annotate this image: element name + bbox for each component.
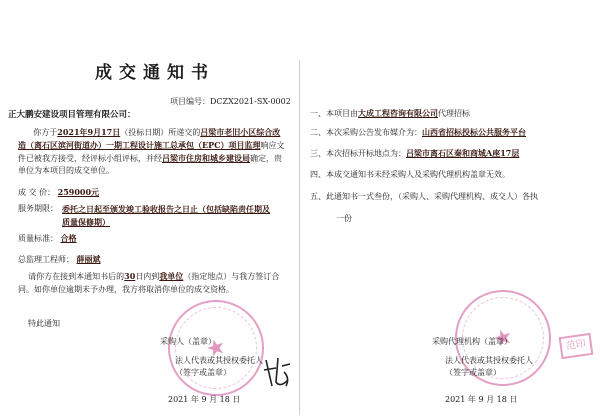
right-item-1 xyxy=(310,108,470,119)
quality-row xyxy=(18,233,77,244)
media-name: 山西省招标投标公共服务平台 xyxy=(422,127,526,137)
right-item-4: 四、本成交通知书未经采购人及采购代理机构盖章无效。 xyxy=(310,170,510,179)
body-text: 响应文件已被我方接受，经评标小组评标，并经 xyxy=(18,141,285,163)
supervisor-label: 总监理工程师： xyxy=(18,255,74,264)
seal-star-icon: ★ xyxy=(202,333,230,363)
amount-row xyxy=(18,187,99,198)
notice-body xyxy=(18,126,286,177)
page-title: 成交通知书 xyxy=(95,63,215,83)
item-text: 二、本次采购公告发布媒介为： xyxy=(310,128,422,137)
supervisor-row xyxy=(18,254,101,265)
square-seal: 范印 xyxy=(559,333,594,359)
seal-ring xyxy=(164,296,267,399)
instruction-location: 我单位 xyxy=(159,271,184,281)
agent-seal-label: 采购代理机构（盖章） xyxy=(432,337,512,346)
buyer-seal xyxy=(156,288,277,409)
service-label: 服务期限： xyxy=(18,204,58,213)
instruction-text: 日内到 xyxy=(135,272,160,281)
right-item-5: 五、此通知书一式叁份，（采购人、采购代理机构、成交人）各执 xyxy=(310,192,538,201)
quality-value: 合格 xyxy=(60,233,77,243)
body-text: 确定，贵单位为本项目的成交单位。 xyxy=(18,154,282,175)
item-text: 三、本次招标开标地点为： xyxy=(310,149,406,158)
project-number xyxy=(170,96,291,107)
recipient: 正大鹏安建设项目管理有限公司： xyxy=(8,110,136,120)
instruction-text: 请你方在接到本通知书后的 xyxy=(28,272,125,281)
venue-name: 吕梁市离石区秦和商城A座17层 xyxy=(406,148,520,158)
handwritten-signature xyxy=(262,352,294,392)
date-right: 2021 年 9 月 18 日 xyxy=(445,395,518,404)
right-item-5-cont: 一份 xyxy=(336,214,352,223)
date-left: 2021 年 9 月 18 日 xyxy=(168,395,241,404)
quality-label: 质量标准： xyxy=(18,234,58,243)
sign-seal-label: （签字或盖章） xyxy=(175,368,231,377)
item-text: 代理招标 xyxy=(438,109,470,118)
item-text: 一、本项目由 xyxy=(310,109,358,118)
right-item-3 xyxy=(310,148,519,159)
service-period-value: 委托之日起至颁发竣工验收报告之日止（包括缺陷责任期及质量保修期） xyxy=(62,204,270,227)
agent-name: 大成工程咨询有限公司 xyxy=(358,108,438,118)
purchaser-label: 采购人（盖章） xyxy=(160,337,216,346)
column-divider xyxy=(299,60,300,415)
bid-date: 2021年9月17日 xyxy=(57,127,121,137)
instruction xyxy=(18,270,288,296)
legal-rep-label-right: 法人代表或其授权委托人 xyxy=(445,356,533,365)
special-notice: 特此通知 xyxy=(28,319,60,328)
project-number-value: DCZX2021-SX-0002 xyxy=(210,97,291,106)
service-period xyxy=(62,203,277,229)
amount-value: 259000元 xyxy=(57,187,100,197)
instruction-days: 30 xyxy=(124,271,136,281)
buyer-name: 吕梁市住房和城乡建设局 xyxy=(162,153,250,163)
seal-star-icon: ★ xyxy=(489,323,517,353)
sign-seal-label-right: （签字或盖章） xyxy=(445,368,501,377)
project-number-label: 项目编号： xyxy=(170,97,210,106)
right-item-2 xyxy=(310,127,526,138)
instruction-text: （指定地点）与我方签订合同。如你单位逾期未予办理，我方将取消你单位的成交资格。 xyxy=(18,272,280,294)
body-text: （投标日期）所递交的 xyxy=(120,128,201,137)
body-text: 你方于 xyxy=(33,128,58,137)
supervisor-name: 薛丽斌 xyxy=(76,254,101,264)
amount-label: 成 交 价： xyxy=(18,188,56,197)
legal-rep-label: 法人代表或其授权委托人 xyxy=(175,356,263,365)
project-name: 吕梁市老旧小区综合改造（离石区滨河街道办）一期工程设计施工总承包（EPC）项目监理 xyxy=(18,127,281,150)
